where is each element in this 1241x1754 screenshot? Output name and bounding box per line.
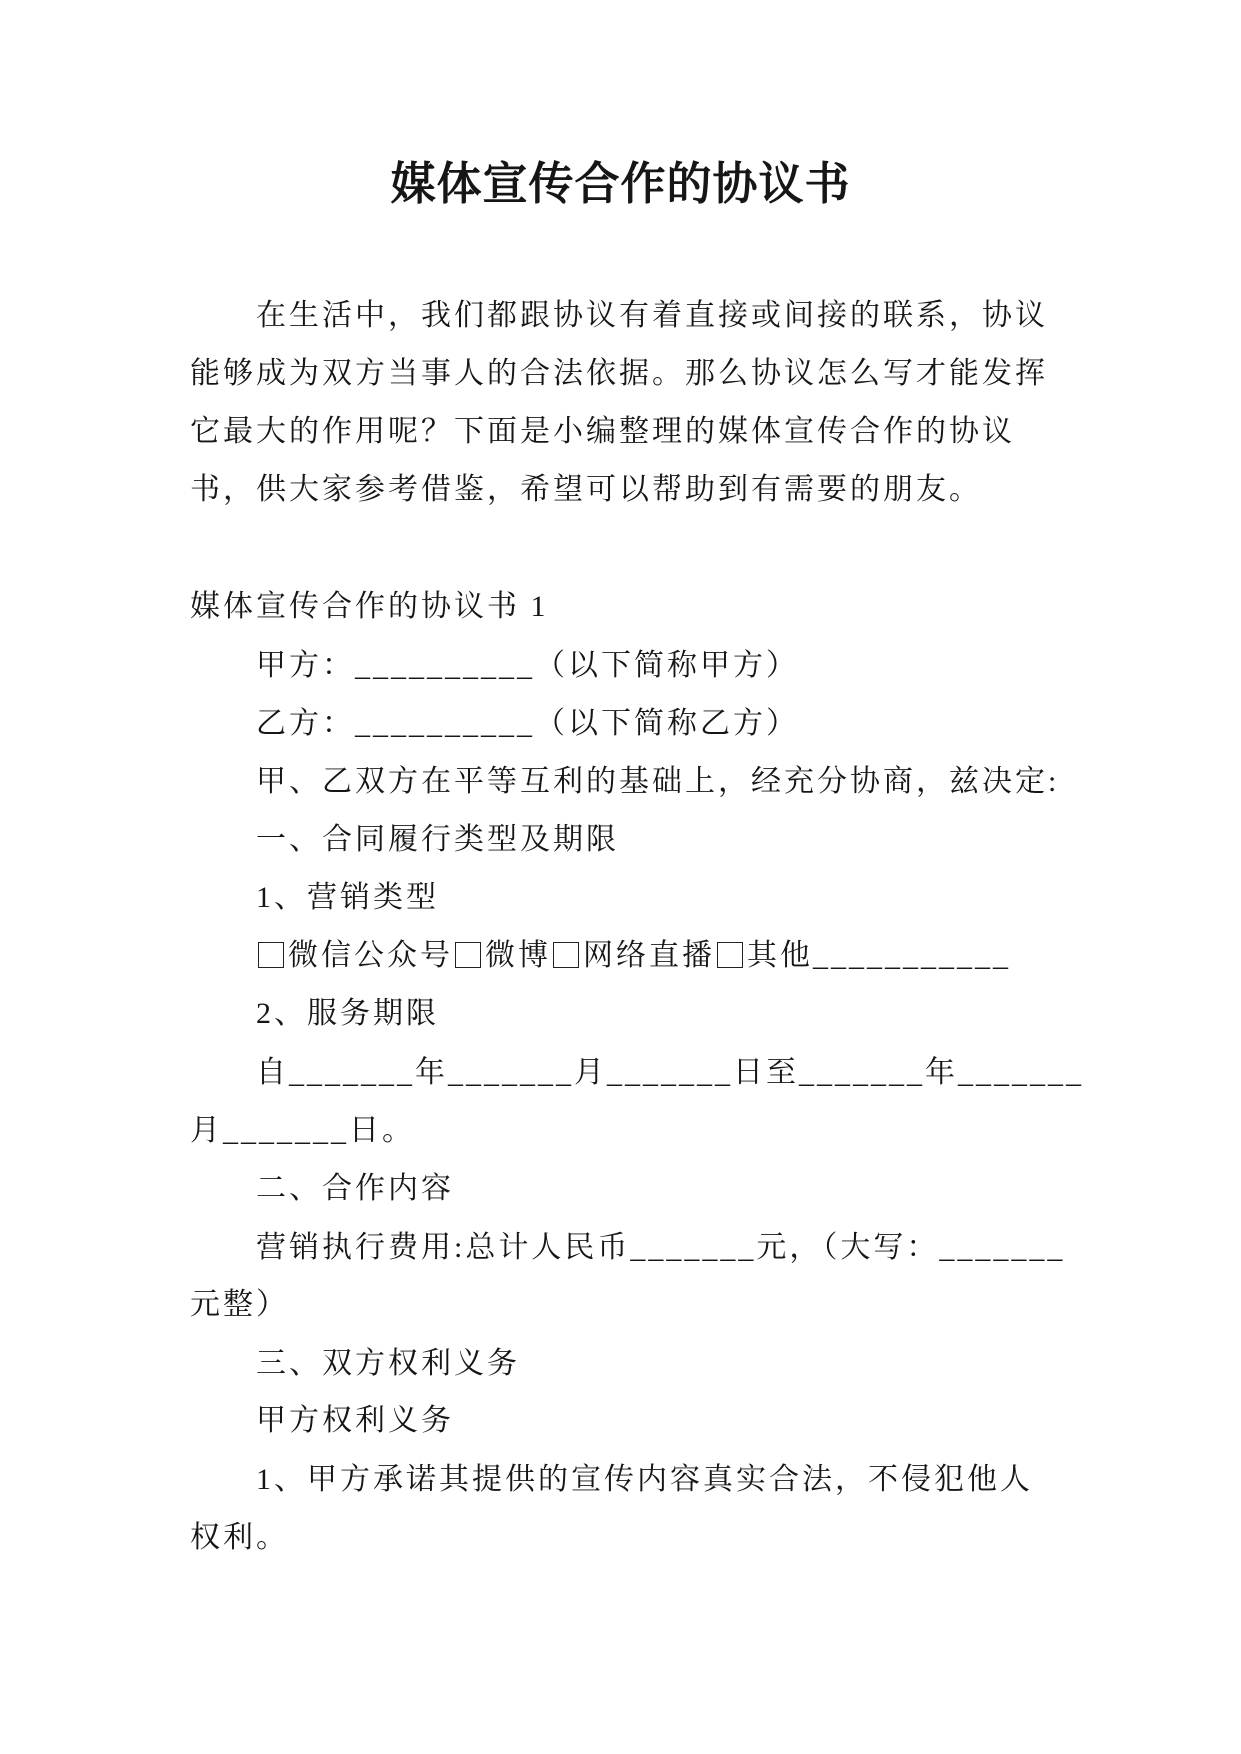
checkbox-icon [717,942,743,968]
party-b-line: 乙方：__________（以下简称乙方） [256,707,799,740]
service-period-line: 自_______年_______月_______日至_______年_______ [256,1056,1084,1089]
marketing-type-heading: 1、营销类型 [256,881,439,914]
agreement-intro: 甲、乙双方在平等互利的基础上，经充分协商，兹决定: [256,765,1060,798]
option-label: 网络直播 [583,939,715,972]
service-period-heading: 2、服务期限 [256,997,439,1030]
party-a-rights-heading: 甲方权利义务 [256,1404,454,1437]
checkbox-icon [455,942,481,968]
checkbox-icon [258,942,284,968]
checkbox-icon [553,942,579,968]
intro-line: 能够成为双方当事人的合法依据。那么协议怎么写才能发挥 [190,357,1048,390]
service-period-line: 月_______日。 [190,1114,415,1147]
other-blank: ___________ [813,939,1011,972]
fee-line: 元整） [190,1288,289,1321]
party-a-rights-item: 1、甲方承诺其提供的宣传内容真实合法，不侵犯他人 [256,1463,1033,1496]
fee-line: 营销执行费用:总计人民币_______元，（大写：_______ [256,1231,1066,1264]
clause-2-heading: 二、合作内容 [256,1172,454,1205]
option-label: 微信公众号 [288,939,453,972]
party-a-line: 甲方：__________（以下简称甲方） [256,649,799,682]
option-label: 其他 [747,939,813,972]
marketing-options-line [256,927,1011,985]
party-a-rights-item: 权利。 [190,1521,289,1554]
clause-3-heading: 三、双方权利义务 [256,1347,520,1380]
intro-line: 书，供大家参考借鉴，希望可以帮助到有需要的朋友。 [190,473,982,506]
document-title: 媒体宣传合作的协议书 [390,159,851,209]
intro-line: 在生活中，我们都跟协议有着直接或间接的联系，协议 [256,299,1048,332]
section-heading: 媒体宣传合作的协议书 1 [190,590,549,623]
intro-line: 它最大的作用呢？下面是小编整理的媒体宣传合作的协议 [190,415,1015,448]
option-label: 微博 [485,939,551,972]
clause-1-heading: 一、合同履行类型及期限 [256,823,619,856]
